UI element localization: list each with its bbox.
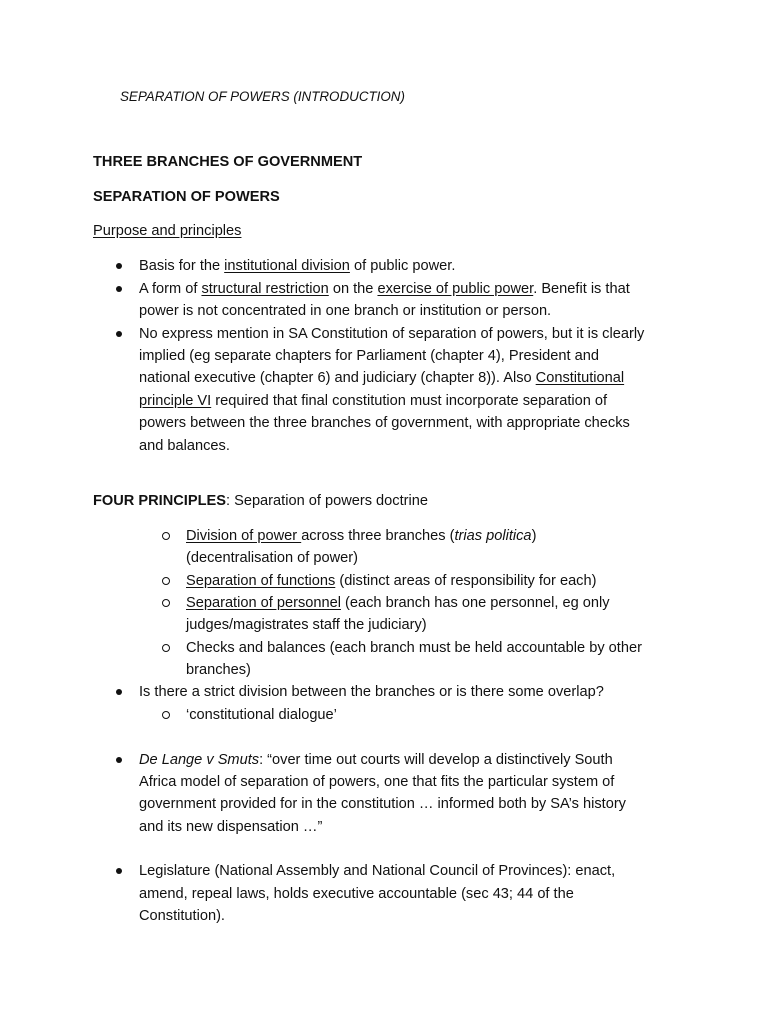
text-line: (decentralisation of power) [186,550,358,566]
heading-separation-of-powers: SEPARATION OF POWERS [93,189,280,205]
circle-bullet-icon [162,644,170,652]
bullet-icon [116,263,122,269]
circle-bullet-icon [162,532,170,540]
text-line: national executive (chapter 6) and judiciary (chapter 8)). Also Constitutional [139,370,625,386]
sub-item-separation-of-personnel: Separation of personnel (each branch has one personnel, eg only [186,595,610,611]
text-line: principle VI required that final constitution must incorporate separation of [139,393,608,409]
bullet-icon [116,331,122,337]
bullet-icon [116,757,122,763]
bullet-item-institutional-division: Basis for the institutional division of public power. [139,258,456,274]
text-line: and balances. [139,438,230,454]
bullet-item-structural-restriction: A form of structural restriction on the exercise of public power. Benefit is that [139,281,630,297]
circle-bullet-icon [162,577,170,585]
heading-three-branches: THREE BRANCHES OF GOVERNMENT [93,154,363,170]
text-line: implied (eg separate chapters for Parliament (chapter 4), President and [139,348,599,364]
circle-bullet-icon [162,711,170,719]
text-line: branches) [186,662,251,678]
heading-purpose-principles: Purpose and principles [93,223,242,239]
bullet-icon [116,868,122,874]
bullet-item-no-express-mention: No express mention in SA Constitution of separation of powers, but it is clearly [139,326,645,342]
text-line: powers between the three branches of government, with appropriate checks [139,415,630,431]
sub-item-division-of-power: Division of power across three branches (trias politica) [186,528,537,544]
doc-title: SEPARATION OF POWERS (INTRODUCTION) [120,89,405,104]
bullet-icon [116,286,122,292]
bullet-icon [116,689,122,695]
bullet-item-legislature: Legislature (National Assembly and National Council of Provinces): enact, [139,863,616,879]
text-line: Africa model of separation of powers, one that fits the particular system of [139,774,615,790]
text-line: amend, repeal laws, holds executive accountable (sec 43; 44 of the [139,886,574,902]
text-line: and its new dispensation …” [139,819,323,835]
sub-item-checks-and-balances: Checks and balances (each branch must be held accountable by other [186,640,642,656]
bullet-item-strict-division: Is there a strict division between the branches or is there some overlap? [139,684,604,700]
bullet-item-de-lange-v-smuts: De Lange v Smuts: “over time out courts will develop a distinctively South [139,752,613,768]
text-line: Constitution). [139,908,225,924]
text-line: government provided for in the constitution … informed both by SA’s history [139,796,626,812]
sub-item-separation-of-functions: Separation of functions (distinct areas of responsibility for each) [186,573,597,589]
text-line: power is not concentrated in one branch or institution or person. [139,303,552,319]
circle-bullet-icon [162,599,170,607]
text-line: judges/magistrates staff the judiciary) [186,617,427,633]
sub-item-constitutional-dialogue: ‘constitutional dialogue’ [186,707,337,723]
heading-four-principles: FOUR PRINCIPLES: Separation of powers doctrine [93,493,428,509]
